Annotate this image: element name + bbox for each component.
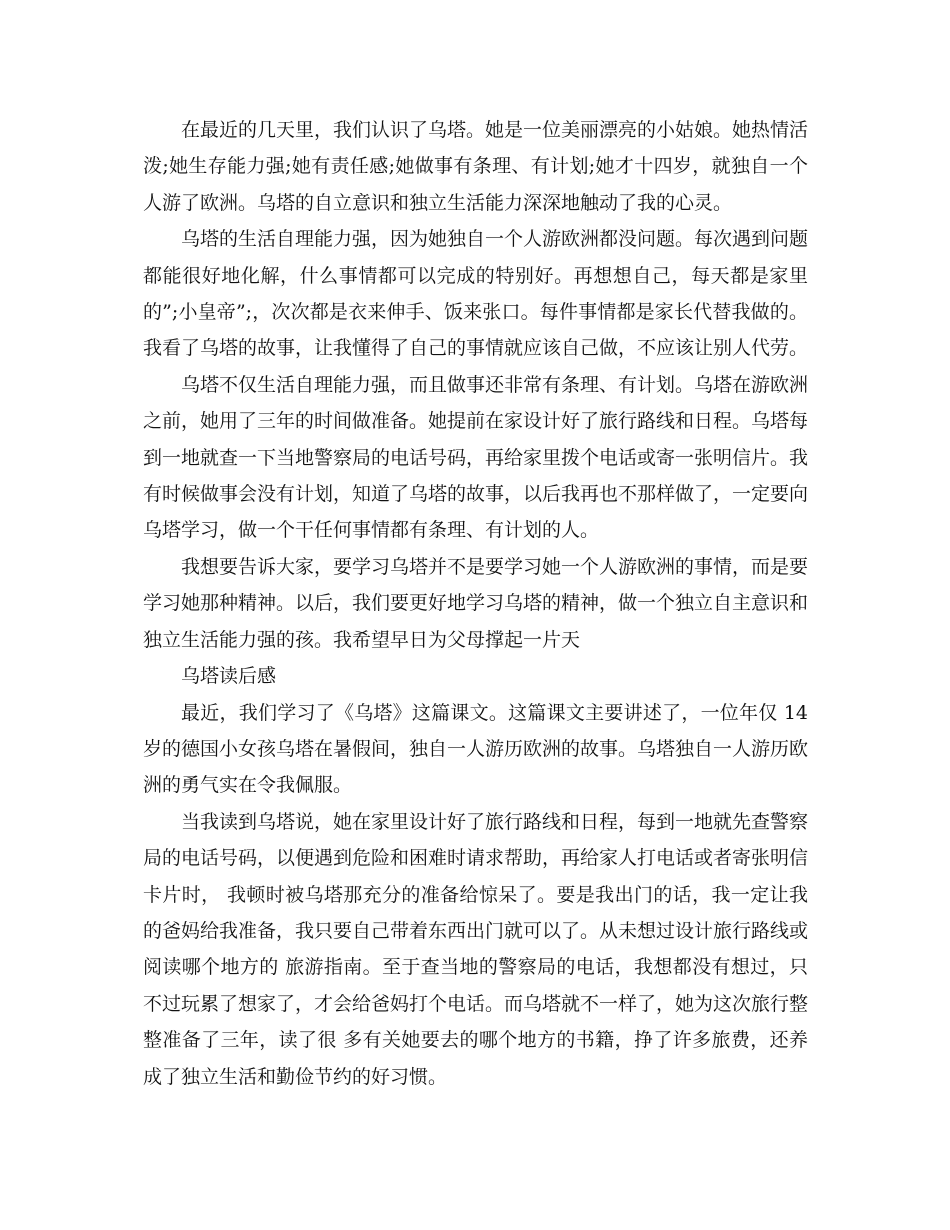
paragraph-4: 我想要告诉大家，要学习乌塔并不是要学习她一个人游欧洲的事情，而是要学习她那种精神。以后，我们要更好地学习乌塔的精神，做一个独立自主意识和独立生活能力强的孩。我希望早日为父母撑起一片天 [143, 555, 809, 651]
paragraph-1: 在最近的几天里，我们认识了乌塔。她是一位美丽漂亮的小姑娘。她热情活泼;她生存能力强;她有责任感;她做事有条理、有计划;她才十四岁，就独自一个人游了欧洲。乌塔的自立意识和独立生活能力深深地触动了我的心灵。 [143, 119, 809, 214]
paragraph-5: 最近，我们学习了《乌塔》这篇课文。这篇课文主要讲述了，一位年仅 14 岁的德国小女孩乌塔在暑假间，独自一人游历欧洲的故事。乌塔独自一人游历欧洲的勇气实在令我佩服。 [143, 701, 809, 797]
paragraph-3: 乌塔不仅生活自理能力强，而且做事还非常有条理、有计划。乌塔在游欧洲之前，她用了三年的时间做准备。她提前在家设计好了旅行路线和日程。乌塔每到一地就查一下当地警察局的电话号码，再给家里拨个电话或寄一张明信片。我有时候做事会没有计划，知道了乌塔的故事，以后我再也不那样做了，一定要向乌塔学习，做一个干任何事情都有条理、有计划的人。 [143, 373, 809, 542]
paragraph-2: 乌塔的生活自理能力强，因为她独自一个人游欧洲都没问题。每次遇到问题都能很好地化解，什么事情都可以完成的特别好。再想想自己，每天都是家里的”;小皇帝”;，次次都是衣来伸手、饭来张口。每件事情都是家长代替我做的。我看了乌塔的故事，让我懂得了自己的事情就应该自己做，不应该让别人代劳。 [143, 228, 809, 360]
document-body [143, 112, 808, 1095]
section-heading: 乌塔读后感 [181, 665, 277, 688]
paragraph-6: 当我读到乌塔说，她在家里设计好了旅行路线和日程，每到一地就先查警察局的电话号码，以便遇到危险和困难时请求帮助，再给家人打电话或者寄张明信卡片时， 我顿时被乌塔那充分的准备给惊呆了。要是我出门的话，我一定让我的爸妈给我准备，我只要自己带着东西出门就可以了。从未想过设计旅行路线或阅读哪个地方的 旅游指南。至于查当地的警察局的电话，我想都没有想过，只不过玩累了想家了，才会给爸妈打个电话。而乌塔就不一样了，她为这次旅行整整准备了三年，读了很 多有关她要去的哪个地方的书籍，挣了许多旅费，还养成了独立生活和勤俭节约的好习惯。 [143, 810, 809, 1088]
